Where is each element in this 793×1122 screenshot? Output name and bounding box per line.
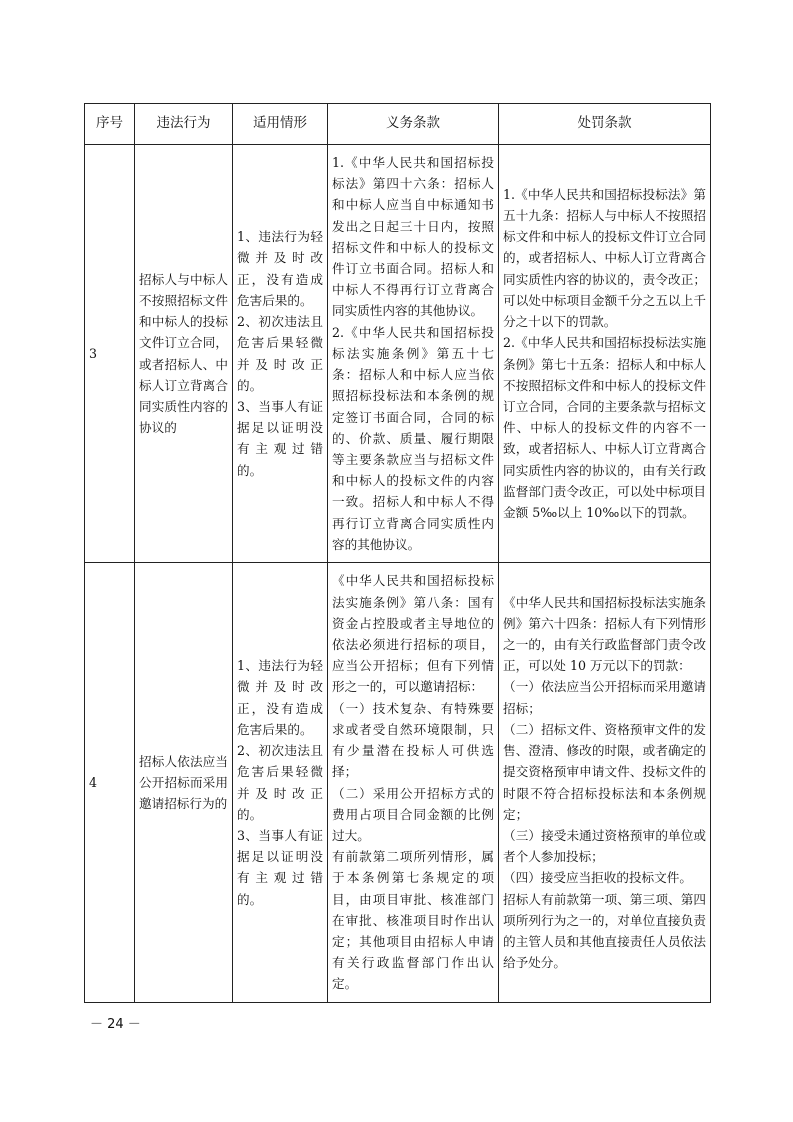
header-violation: 违法行为	[135, 104, 233, 145]
regulation-table	[84, 103, 711, 1003]
applicable-cases-text: 1、违法行为轻微并及时改正，没有造成危害后果的。 2、初次违法且危害后果轻微并及时改正的。 3、当事人有证据足以证明没有主观过错的。	[233, 563, 328, 1003]
row-number: 4	[85, 563, 135, 1003]
page-number: － 24 －	[90, 1017, 141, 1032]
row-number: 3	[85, 145, 135, 563]
violation-text: 招标人与中标人不按照招标文件和中标人的投标文件订立合同，或者招标人、中标人订立背离合同实质性内容的协议的	[135, 145, 233, 563]
header-number: 序号	[85, 104, 135, 145]
table-row	[85, 563, 711, 1003]
header-penalty-clause: 处罚条款	[499, 104, 711, 145]
applicable-cases-text: 1、违法行为轻微并及时改正，没有造成危害后果的。 2、初次违法且危害后果轻微并及时改正的。 3、当事人有证据足以证明没有主观过错的。	[233, 145, 328, 563]
violation-text: 招标人依法应当公开招标而采用邀请招标行为的	[135, 563, 233, 1003]
duty-clause-text: 1.《中华人民共和国招标投标法》第四十六条：招标人和中标人应当自中标通知书发出之日起三十日内，按照招标文件和中标人的投标文件订立书面合同。招标人和中标人不得再行订立背离合同实质性内容的其他协议。 2.《中华人民共和国招标投标法实施条例》第五十七条：招标人和中标人应当依照招标投标法和本条例的规定签订书面合同，合同的标的、价款、质量、履行期限等主要条款应当与招标文件和中标人的投标文件的内容一致。招标人和中标人不得再行订立背离合同实质性内容的其他协议。	[328, 145, 499, 563]
header-row	[85, 104, 711, 145]
duty-clause-text: 《中华人民共和国招标投标法实施条例》第八条：国有资金占控股或者主导地位的依法必须进行招标的项目，应当公开招标；但有下列情形之一的，可以邀请招标： （一）技术复杂、有特殊要求或者受自然环境限制，只有少量潜在投标人可供选择； （二）采用公开招标方式的费用占项目合同金额的比例过大。 有前款第二项所列情形，属于本条例第七条规定的项目，由项目审批、核准部门在审批、核准项目时作出认定；其他项目由招标人申请有关行政监督部门作出认定。	[328, 563, 499, 1003]
table-row	[85, 145, 711, 563]
header-applicable-cases: 适用情形	[233, 104, 328, 145]
penalty-clause-text: 1.《中华人民共和国招标投标法》第五十九条：招标人与中标人不按照招标文件和中标人的投标文件订立合同的，或者招标人、中标人订立背离合同实质性内容的协议的，责令改正；可以处中标项目金额千分之五以上千分之十以下的罚款。 2.《中华人民共和国招标投标法实施条例》第七十五条：招标人和中标人不按照招标文件和中标人的投标文件订立合同，合同的主要条款与招标文件、中标人的投标文件的内容不一致，或者招标人、中标人订立背离合同实质性内容的协议的，由有关行政监督部门责令改正，可以处中标项目金额 5‰以上 10‰以下的罚款。	[499, 145, 711, 563]
penalty-clause-text: 《中华人民共和国招标投标法实施条例》第六十四条：招标人有下列情形之一的，由有关行政监督部门责令改正，可以处 10 万元以下的罚款： （一）依法应当公开招标而采用邀请招标； （二）招标文件、资格预审文件的发售、澄清、修改的时限，或者确定的提交资格预审申请文件、投标文件的时限不符合招标投标法和本条例规定； （三）接受未通过资格预审的单位或者个人参加投标； （四）接受应当拒收的投标文件。 招标人有前款第一项、第三项、第四项所列行为之一的，对单位直接负责的主管人员和其他直接责任人员依法给予处分。	[499, 563, 711, 1003]
header-duty-clause: 义务条款	[328, 104, 499, 145]
